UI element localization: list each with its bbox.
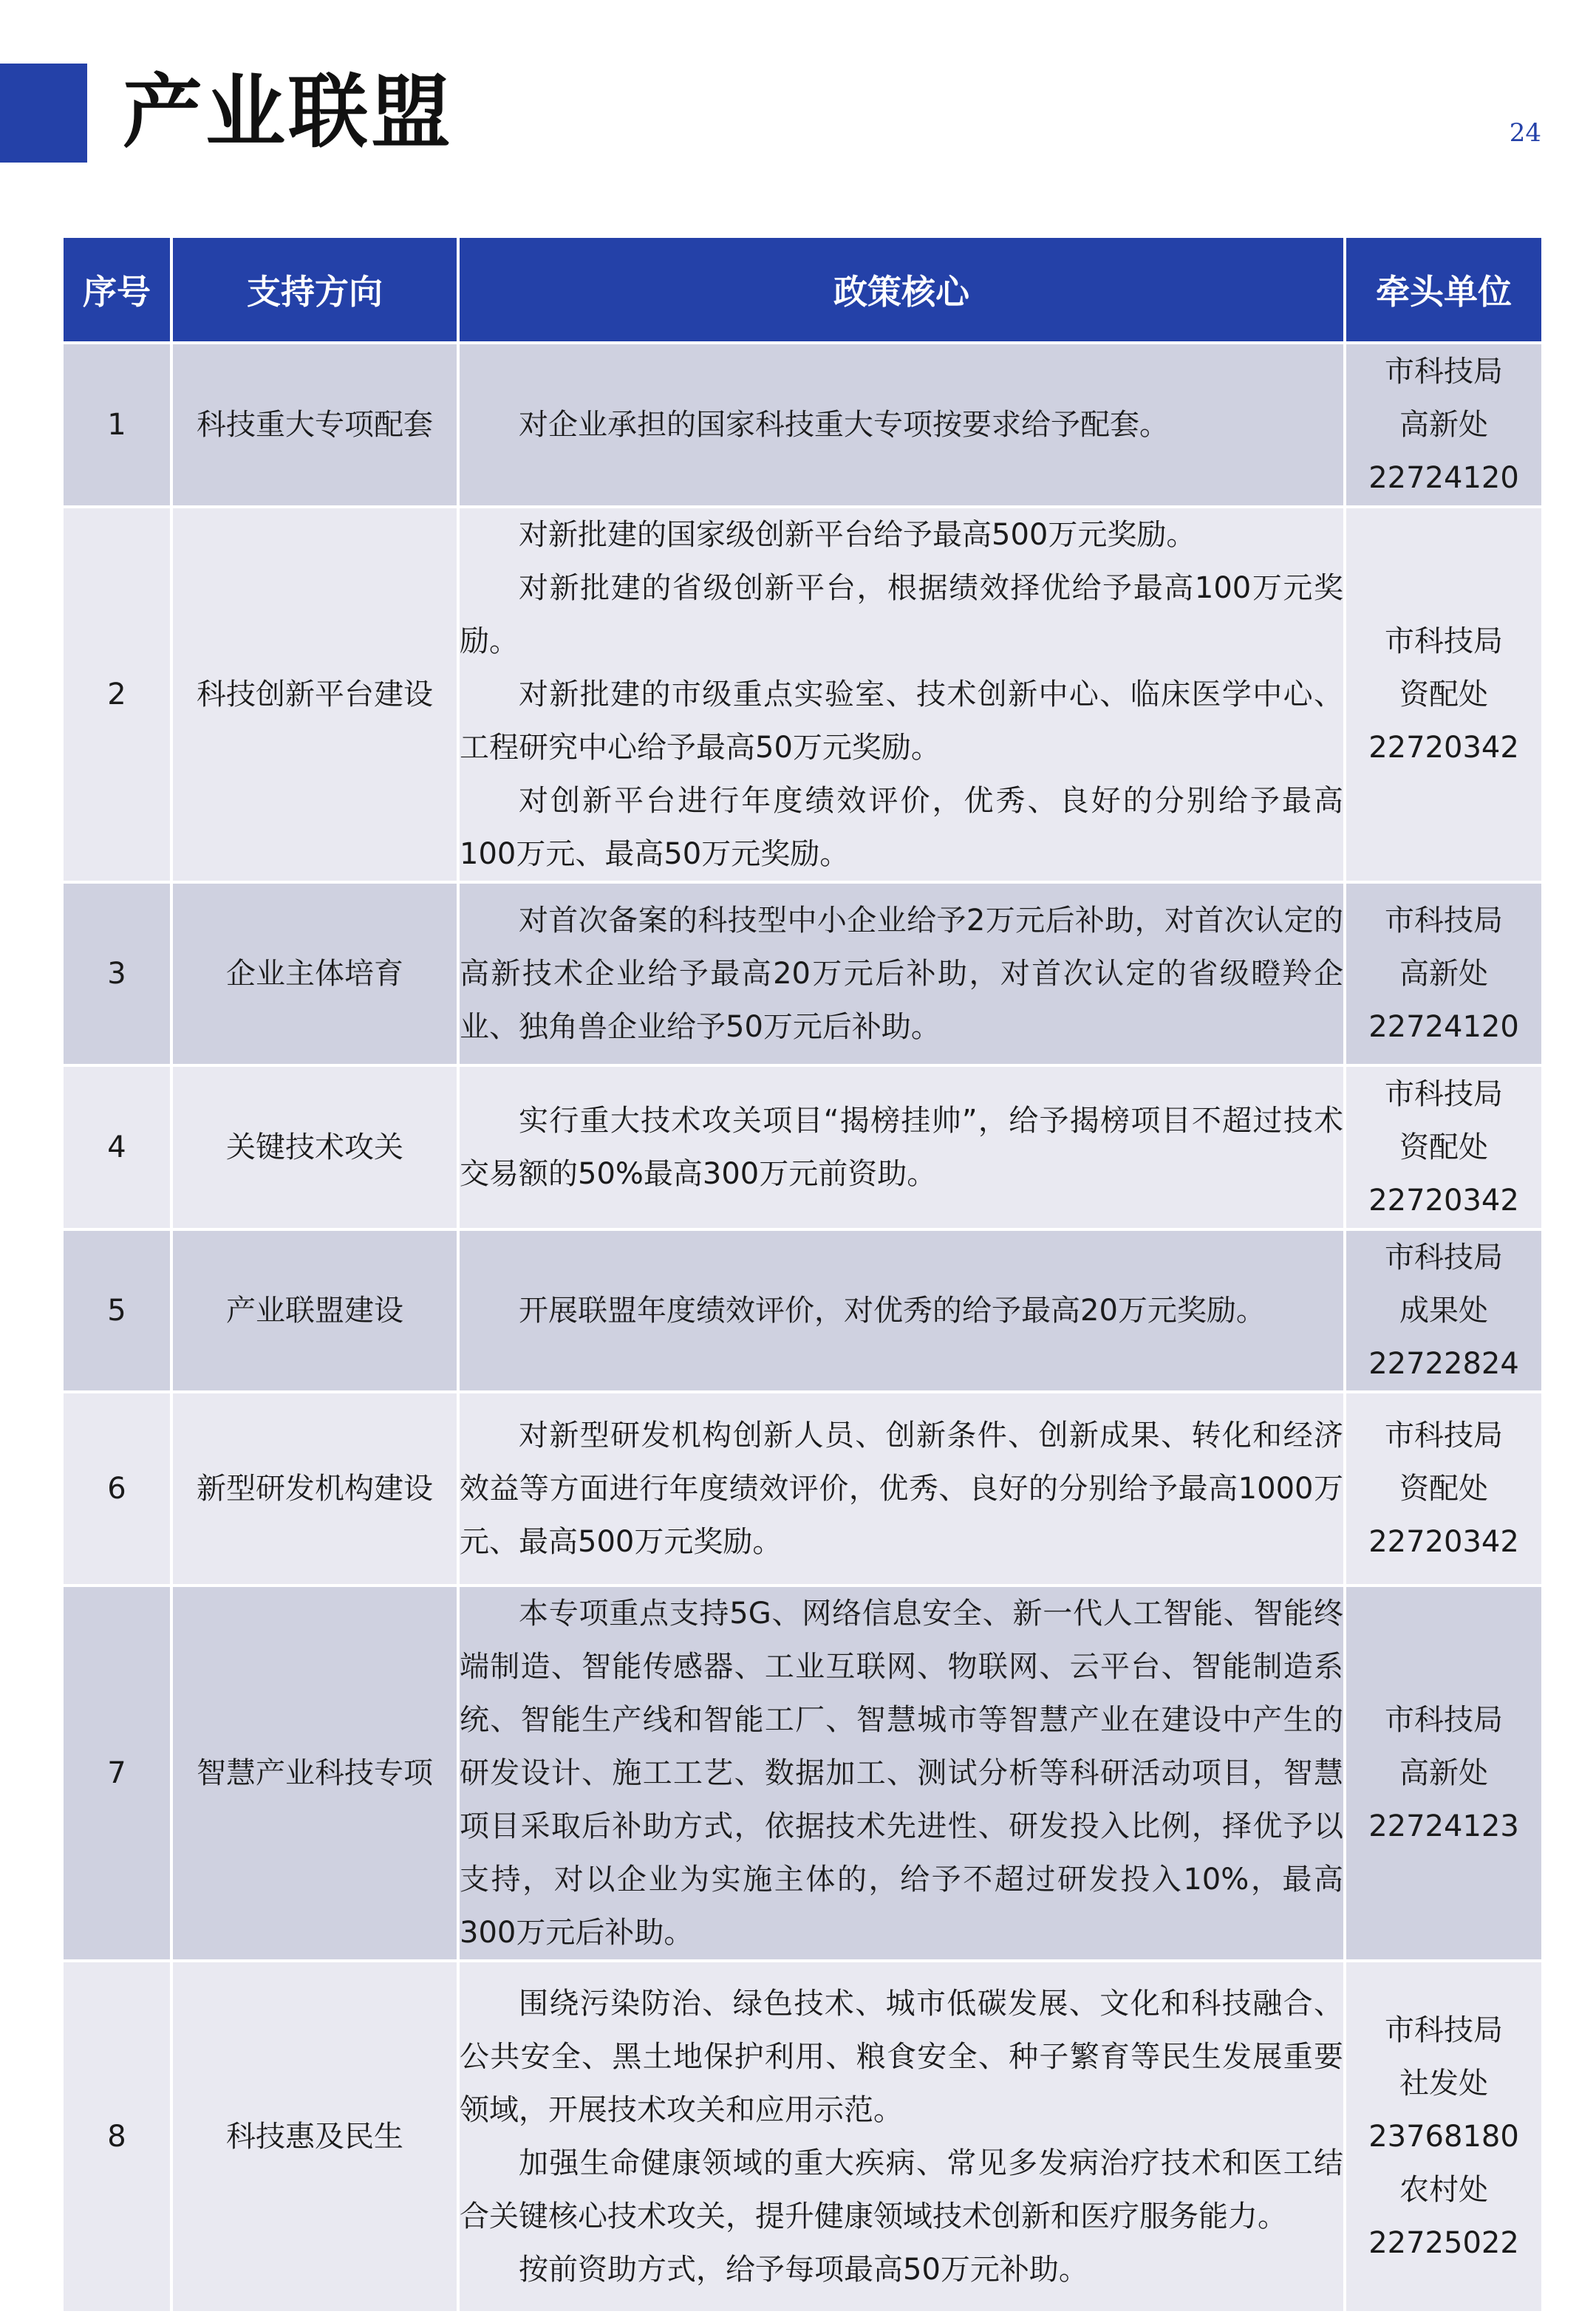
policy-core bbox=[458, 1586, 1345, 1961]
policy-paragraph: 实行重大技术攻关项目“揭榜挂帅”，给予揭榜项目不超过技术交易额的50%最高300万元前资助。 bbox=[460, 1104, 1343, 1191]
row-number: 2 bbox=[62, 507, 171, 882]
column-header-unit: 牵头单位 bbox=[1345, 236, 1543, 343]
policy-core bbox=[458, 1229, 1345, 1392]
unit-line: 22720342 bbox=[1368, 1184, 1519, 1218]
policy-core bbox=[458, 507, 1345, 882]
policy-core bbox=[458, 343, 1345, 507]
unit-line: 22722824 bbox=[1368, 1347, 1519, 1381]
unit-line: 23768180 bbox=[1368, 2120, 1519, 2154]
unit-line: 22725022 bbox=[1368, 2226, 1519, 2260]
unit-line: 22720342 bbox=[1368, 731, 1519, 765]
lead-unit bbox=[1345, 1392, 1543, 1586]
lead-unit bbox=[1345, 1586, 1543, 1961]
policy-paragraph: 围绕污染防治、绿色技术、城市低碳发展、文化和科技融合、公共安全、黑土地保护利用、粮食安全、种子繁育等民生发展重要领域，开展技术攻关和应用示范。 bbox=[460, 1987, 1343, 2127]
support-direction: 企业主体培育 bbox=[171, 882, 458, 1065]
unit-line: 成果处 bbox=[1399, 1294, 1488, 1328]
unit-line: 22724123 bbox=[1368, 1809, 1519, 1843]
unit-line: 资配处 bbox=[1399, 678, 1488, 711]
unit-line: 市科技局 bbox=[1385, 1419, 1503, 1453]
policy-paragraph: 对新型研发机构创新人员、创新条件、创新成果、转化和经济效益等方面进行年度绩效评价，优秀、良好的分别给予最高1000万元、最高500万元奖励。 bbox=[460, 1419, 1343, 1559]
column-header-core: 政策核心 bbox=[458, 236, 1345, 343]
page-number: 24 bbox=[1509, 118, 1541, 148]
support-direction: 智慧产业科技专项 bbox=[171, 1586, 458, 1961]
policy-paragraph: 对创新平台进行年度绩效评价，优秀、良好的分别给予最高100万元、最高50万元奖励。 bbox=[460, 784, 1343, 871]
unit-line: 市科技局 bbox=[1385, 624, 1503, 658]
row-number: 6 bbox=[62, 1392, 171, 1586]
policy-paragraph: 对新批建的国家级创新平台给予最高500万元奖励。 bbox=[519, 518, 1196, 552]
unit-line: 高新处 bbox=[1399, 408, 1488, 442]
table-row bbox=[62, 507, 1543, 882]
policy-core bbox=[458, 1961, 1345, 2313]
support-direction: 科技重大专项配套 bbox=[171, 343, 458, 507]
policy-core bbox=[458, 1392, 1345, 1586]
table-row bbox=[62, 1065, 1543, 1229]
support-direction: 科技惠及民生 bbox=[171, 1961, 458, 2313]
unit-line: 市科技局 bbox=[1385, 904, 1503, 938]
table-row bbox=[62, 1586, 1543, 1961]
unit-line: 农村处 bbox=[1399, 2173, 1488, 2207]
column-header-direction: 支持方向 bbox=[171, 236, 458, 343]
title-accent-block bbox=[0, 64, 87, 163]
row-number: 5 bbox=[62, 1229, 171, 1392]
table-row bbox=[62, 1229, 1543, 1392]
policy-paragraph: 对新批建的市级重点实验室、技术创新中心、临床医学中心、工程研究中心给予最高50万元奖励。 bbox=[460, 678, 1343, 765]
lead-unit bbox=[1345, 1229, 1543, 1392]
policy-core bbox=[458, 882, 1345, 1065]
lead-unit bbox=[1345, 1961, 1543, 2313]
policy-paragraph: 本专项重点支持5G、网络信息安全、新一代人工智能、智能终端制造、智能传感器、工业互联网、物联网、云平台、智能制造系统、智能生产线和智能工厂、智慧城市等智慧产业在建设中产生的研发设计、施工工艺、数据加工、测试分析等科研活动项目，智慧项目采取后补助方式，依据技术先进性、研发投入比例，择优予以支持，对以企业为实施主体的，给予不超过研发投入10%，最高300万元后补助。 bbox=[460, 1597, 1343, 1950]
policy-paragraph: 对新批建的省级创新平台，根据绩效择优给予最高100万元奖励。 bbox=[460, 571, 1343, 658]
policy-paragraph: 对首次备案的科技型中小企业给予2万元后补助，对首次认定的高新技术企业给予最高20万元后补助，对首次认定的省级瞪羚企业、独角兽企业给予50万元后补助。 bbox=[460, 904, 1343, 1044]
unit-line: 22720342 bbox=[1368, 1525, 1519, 1559]
table-row bbox=[62, 882, 1543, 1065]
unit-line: 市科技局 bbox=[1385, 1240, 1503, 1274]
lead-unit bbox=[1345, 343, 1543, 507]
column-header-no: 序号 bbox=[62, 236, 171, 343]
row-number: 7 bbox=[62, 1586, 171, 1961]
lead-unit bbox=[1345, 882, 1543, 1065]
unit-line: 资配处 bbox=[1399, 1472, 1488, 1506]
row-number: 8 bbox=[62, 1961, 171, 2313]
lead-unit bbox=[1345, 507, 1543, 882]
table-row bbox=[62, 343, 1543, 507]
support-direction: 新型研发机构建设 bbox=[171, 1392, 458, 1586]
unit-line: 高新处 bbox=[1399, 957, 1488, 991]
policy-paragraph: 开展联盟年度绩效评价，对优秀的给予最高20万元奖励。 bbox=[519, 1294, 1266, 1328]
policy-core bbox=[458, 1065, 1345, 1229]
unit-line: 市科技局 bbox=[1385, 1077, 1503, 1111]
page-title: 产业联盟 bbox=[123, 66, 454, 159]
table-row bbox=[62, 1392, 1543, 1586]
unit-line: 高新处 bbox=[1399, 1756, 1488, 1790]
unit-line: 社发处 bbox=[1399, 2066, 1488, 2100]
row-number: 4 bbox=[62, 1065, 171, 1229]
unit-line: 市科技局 bbox=[1385, 2013, 1503, 2047]
row-number: 1 bbox=[62, 343, 171, 507]
support-direction: 产业联盟建设 bbox=[171, 1229, 458, 1392]
policy-paragraph: 对企业承担的国家科技重大专项按要求给予配套。 bbox=[519, 408, 1169, 442]
unit-line: 市科技局 bbox=[1385, 1703, 1503, 1737]
policy-paragraph: 按前资助方式，给予每项最高50万元补助。 bbox=[519, 2253, 1088, 2287]
policy-paragraph: 加强生命健康领域的重大疾病、常见多发病治疗技术和医工结合关键核心技术攻关，提升健康领域技术创新和医疗服务能力。 bbox=[460, 2146, 1343, 2233]
row-number: 3 bbox=[62, 882, 171, 1065]
unit-line: 22724120 bbox=[1368, 461, 1519, 495]
table-row bbox=[62, 1961, 1543, 2313]
unit-line: 市科技局 bbox=[1385, 355, 1503, 389]
lead-unit bbox=[1345, 1065, 1543, 1229]
support-direction: 科技创新平台建设 bbox=[171, 507, 458, 882]
policy-table bbox=[61, 235, 1544, 2314]
table-body bbox=[62, 343, 1543, 2313]
unit-line: 22724120 bbox=[1368, 1010, 1519, 1044]
unit-line: 资配处 bbox=[1399, 1130, 1488, 1164]
support-direction: 关键技术攻关 bbox=[171, 1065, 458, 1229]
table-header-row bbox=[62, 236, 1543, 343]
